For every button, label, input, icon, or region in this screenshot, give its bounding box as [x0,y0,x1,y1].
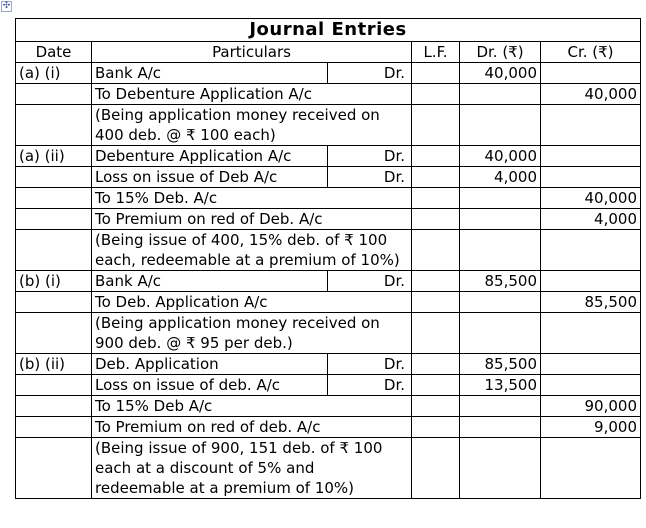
dr-marker: Dr. [328,271,412,292]
credit-row [16,417,641,438]
debit-amount: 40,000 [460,63,541,84]
entry-date: (a) (i) [16,63,92,84]
entry-date [16,84,92,105]
debit-amount: 13,500 [460,375,541,396]
entry-date [16,375,92,396]
lf-cell [412,313,460,354]
debit-amount-empty [460,292,541,313]
lf-cell [412,354,460,375]
lf-cell [412,438,460,499]
entry-date [16,292,92,313]
credit-amount: 4,000 [541,209,641,230]
debit-amount-empty [460,438,541,499]
credit-amount-empty [541,146,641,167]
credit-amount: 85,500 [541,292,641,313]
lf-cell [412,417,460,438]
credit-amount: 90,000 [541,396,641,417]
lf-cell [412,188,460,209]
credit-account: To 15% Deb A/c [92,396,412,417]
lf-cell [412,209,460,230]
credit-amount-empty [541,271,641,292]
journal-body [16,19,641,499]
credit-amount: 40,000 [541,84,641,105]
debit-amount-empty [460,209,541,230]
dr-marker: Dr. [328,63,412,84]
debit-account: Bank A/c [92,63,328,84]
debit-account: Bank A/c [92,271,328,292]
lf-cell [412,271,460,292]
credit-amount: 40,000 [541,188,641,209]
debit-amount: 85,500 [460,354,541,375]
lf-cell [412,146,460,167]
header-particulars: Particulars [92,42,412,63]
entry-date [16,167,92,188]
entry-date [16,417,92,438]
narration-row [16,105,641,146]
table-move-handle-icon[interactable]: ✣ [2,1,11,11]
table-title: Journal Entries [16,19,641,42]
debit-amount-empty [460,188,541,209]
credit-row [16,209,641,230]
debit-account: Loss on issue of deb. A/c [92,375,328,396]
journal-entries-table [15,18,641,499]
credit-account: To Deb. Application A/c [92,292,412,313]
narration: (Being issue of 900, 151 deb. of ₹ 100 each at a discount of 5% and redeemable at a premium of 10%) [92,438,412,499]
debit-row [16,354,641,375]
narration-row [16,313,641,354]
debit-amount: 40,000 [460,146,541,167]
debit-row [16,167,641,188]
entry-date [16,209,92,230]
entry-date [16,438,92,499]
narration: (Being issue of 400, 15% deb. of ₹ 100 each, redeemable at a premium of 10%) [92,230,412,271]
debit-account: Debenture Application A/c [92,146,328,167]
credit-account: To 15% Deb. A/c [92,188,412,209]
narration-row [16,438,641,499]
debit-row [16,375,641,396]
debit-row [16,63,641,84]
debit-amount-empty [460,105,541,146]
header-dr: Dr. (₹) [460,42,541,63]
debit-account: Loss on issue of Deb A/c [92,167,328,188]
entry-date [16,188,92,209]
lf-cell [412,396,460,417]
credit-account: To Premium on red of deb. A/c [92,417,412,438]
dr-marker: Dr. [328,354,412,375]
credit-amount-empty [541,354,641,375]
debit-row [16,146,641,167]
entry-date [16,105,92,146]
debit-amount: 85,500 [460,271,541,292]
debit-amount-empty [460,313,541,354]
debit-amount-empty [460,417,541,438]
debit-account: Deb. Application [92,354,328,375]
credit-amount-empty [541,63,641,84]
entry-date: (a) (ii) [16,146,92,167]
debit-row [16,271,641,292]
entry-date [16,396,92,417]
dr-marker: Dr. [328,167,412,188]
narration: (Being application money received on 900 deb. @ ₹ 95 per deb.) [92,313,412,354]
credit-row [16,188,641,209]
narration-row [16,230,641,271]
dr-marker: Dr. [328,146,412,167]
credit-account: To Premium on red of Deb. A/c [92,209,412,230]
credit-amount-empty [541,313,641,354]
title-row [16,19,641,42]
debit-amount-empty [460,230,541,271]
debit-amount-empty [460,84,541,105]
lf-cell [412,84,460,105]
entry-date: (b) (i) [16,271,92,292]
credit-amount-empty [541,105,641,146]
lf-cell [412,292,460,313]
header-cr: Cr. (₹) [541,42,641,63]
lf-cell [412,105,460,146]
lf-cell [412,167,460,188]
credit-amount-empty [541,230,641,271]
credit-row [16,292,641,313]
credit-row [16,84,641,105]
narration: (Being application money received on 400 deb. @ ₹ 100 each) [92,105,412,146]
entry-date [16,313,92,354]
credit-account: To Debenture Application A/c [92,84,412,105]
debit-amount-empty [460,396,541,417]
header-lf: L.F. [412,42,460,63]
credit-row [16,396,641,417]
credit-amount-empty [541,438,641,499]
credit-amount-empty [541,167,641,188]
lf-cell [412,375,460,396]
lf-cell [412,63,460,84]
dr-marker: Dr. [328,375,412,396]
header-row [16,42,641,63]
entry-date: (b) (ii) [16,354,92,375]
debit-amount: 4,000 [460,167,541,188]
credit-amount: 9,000 [541,417,641,438]
header-date: Date [16,42,92,63]
lf-cell [412,230,460,271]
credit-amount-empty [541,375,641,396]
entry-date [16,230,92,271]
